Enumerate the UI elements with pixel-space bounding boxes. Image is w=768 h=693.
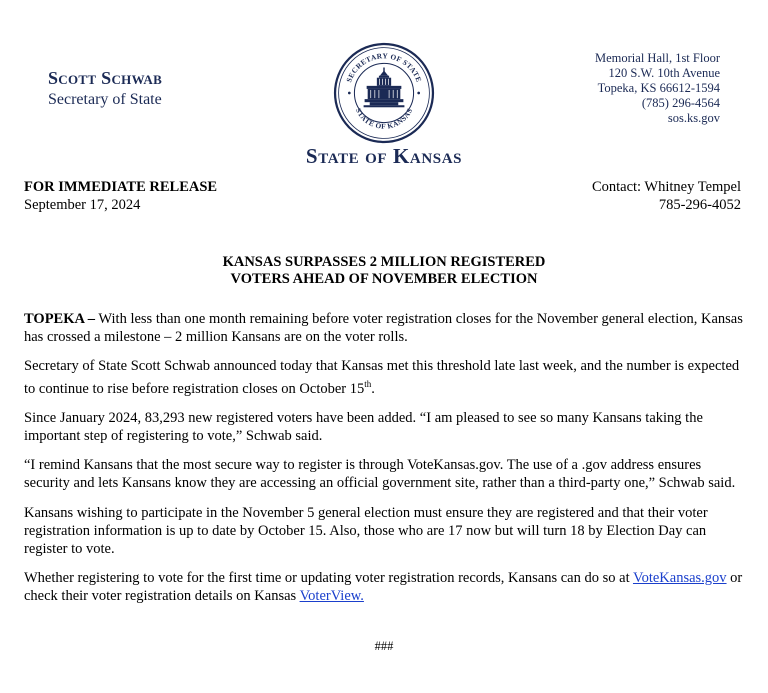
address-line-phone: (785) 296-4564	[641, 96, 720, 110]
headline-line-2: VOTERS AHEAD OF NOVEMBER ELECTION	[230, 271, 538, 287]
paragraph-5: Kansans wishing to participate in the November 5 general election must ensure they are registered and that their voter registration information is up to date by October 15. Also, those who are 17 now but will turn 18 by Election Day can register to vote.	[24, 504, 708, 557]
headline-line-1: KANSAS SURPASSES 2 MILLION REGISTERED	[222, 254, 546, 270]
paragraph-1	[24, 310, 746, 346]
votekansas-link[interactable]: VoteKansas.gov	[632, 569, 727, 586]
seal-top-text: SECRETARY OF STATE	[344, 51, 424, 84]
paragraph-4: “I remind Kansans that the most secure way to register is through VoteKansas.gov. The use of a .gov address ensures security and lets Kansans know they are accessing an official government site, rather than a third-party one,” Schwab said.	[24, 456, 736, 491]
release-label: FOR IMMEDIATE RELEASE	[24, 179, 218, 195]
paragraph-6-text-a: Whether registering to vote for the first time or updating voter registration records, Kansans can do so at	[24, 569, 633, 586]
paragraph-1-text: With less than one month remaining before voter registration closes for the November general election, Kansas has crossed a milestone – 2 million Kansans are on the voter rolls.	[24, 311, 743, 345]
voterview-link[interactable]: VoterView.	[299, 587, 364, 604]
sender-title: Secretary of State	[48, 91, 162, 108]
paragraph-2	[24, 357, 746, 398]
address-line-website: sos.ks.gov	[667, 111, 720, 125]
paragraph-2-text: Secretary of State Scott Schwab announced today that Kansas met this threshold late last week, and the number is expected to continue to rise before registration closes on October 15	[24, 358, 740, 397]
press-release-body	[24, 310, 746, 616]
paragraph-6	[24, 569, 746, 605]
paragraph-3: Since January 2024, 83,293 new registered voters have been added. “I am pleased to see so many Kansans taking the important step of registering to vote,” Schwab said.	[24, 409, 703, 444]
sender-name: Scott Schwab	[48, 68, 163, 88]
contact-phone: 785-296-4052	[658, 197, 741, 213]
paragraph-2-end: .	[371, 380, 375, 397]
dateline: TOPEKA –	[24, 311, 96, 327]
state-name: State of Kansas	[305, 144, 463, 168]
ordinal-suffix: th	[364, 379, 372, 389]
end-mark: ###	[374, 639, 394, 653]
state-seal-icon	[333, 42, 435, 144]
headline	[0, 254, 768, 288]
office-address	[595, 51, 720, 126]
svg-text:STATE OF KANSAS	[354, 107, 414, 131]
address-line-city: Topeka, KS 66612-1594	[597, 81, 720, 95]
paragraph-6-text-b: or check their voter registration details on Kansas	[24, 569, 743, 604]
seal-bottom-text: STATE OF KANSAS	[353, 106, 415, 131]
address-line-building: Memorial Hall, 1st Floor	[595, 51, 720, 65]
release-block	[24, 178, 217, 214]
address-line-street: 120 S.W. 10th Avenue	[608, 66, 720, 80]
release-date: September 17, 2024	[24, 197, 141, 213]
contact-name: Contact: Whitney Tempel	[591, 179, 741, 195]
contact-block	[592, 178, 741, 214]
